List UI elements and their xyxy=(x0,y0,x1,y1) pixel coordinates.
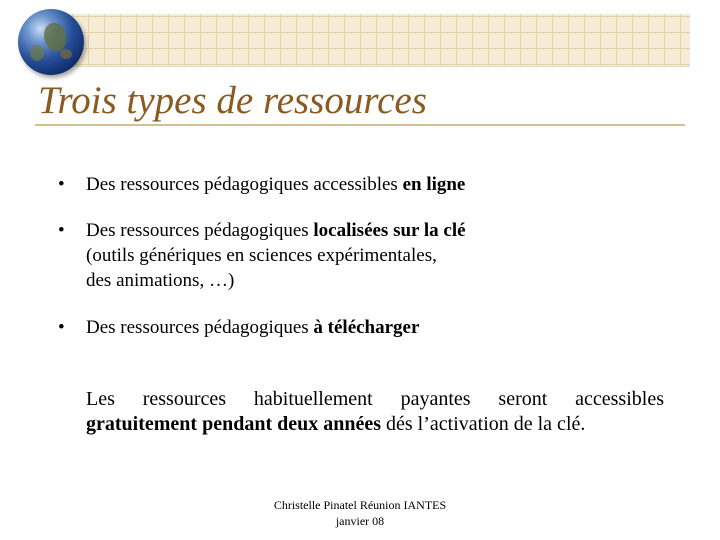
bullet-emphasis: localisées sur la clé xyxy=(313,220,466,241)
note-paragraph xyxy=(86,387,664,437)
bullet-marker: • xyxy=(58,317,65,338)
bullet-emphasis: en ligne xyxy=(402,174,466,195)
bullet-marker: • xyxy=(58,220,65,241)
footer-author: Christelle Pinatel Réunion IANTES xyxy=(273,498,447,512)
note-text-end: dés l’activation de la clé. xyxy=(381,413,586,435)
bullet-emphasis: à télécharger xyxy=(313,317,420,338)
slide-footer xyxy=(230,497,490,529)
bullet-subline: des animations, …) xyxy=(86,270,235,291)
bullet-marker: • xyxy=(58,174,65,195)
header-banner xyxy=(40,14,690,67)
bullet-text: Des ressources pédagogiques xyxy=(86,317,314,338)
footer-date: janvier 08 xyxy=(335,514,385,528)
globe-icon xyxy=(18,9,84,75)
note-text: Les ressources habituellement payantes seront accessibles xyxy=(86,388,664,410)
bullet-subline: (outils génériques en sciences expérimentales, xyxy=(86,245,437,266)
slide-title: Trois types de ressources xyxy=(38,79,427,122)
bullet-text: Des ressources pédagogiques accessibles xyxy=(86,174,403,195)
bullet-text: Des ressources pédagogiques xyxy=(86,220,314,241)
note-emphasis: gratuitement pendant deux années xyxy=(86,413,382,435)
title-divider xyxy=(35,124,685,126)
